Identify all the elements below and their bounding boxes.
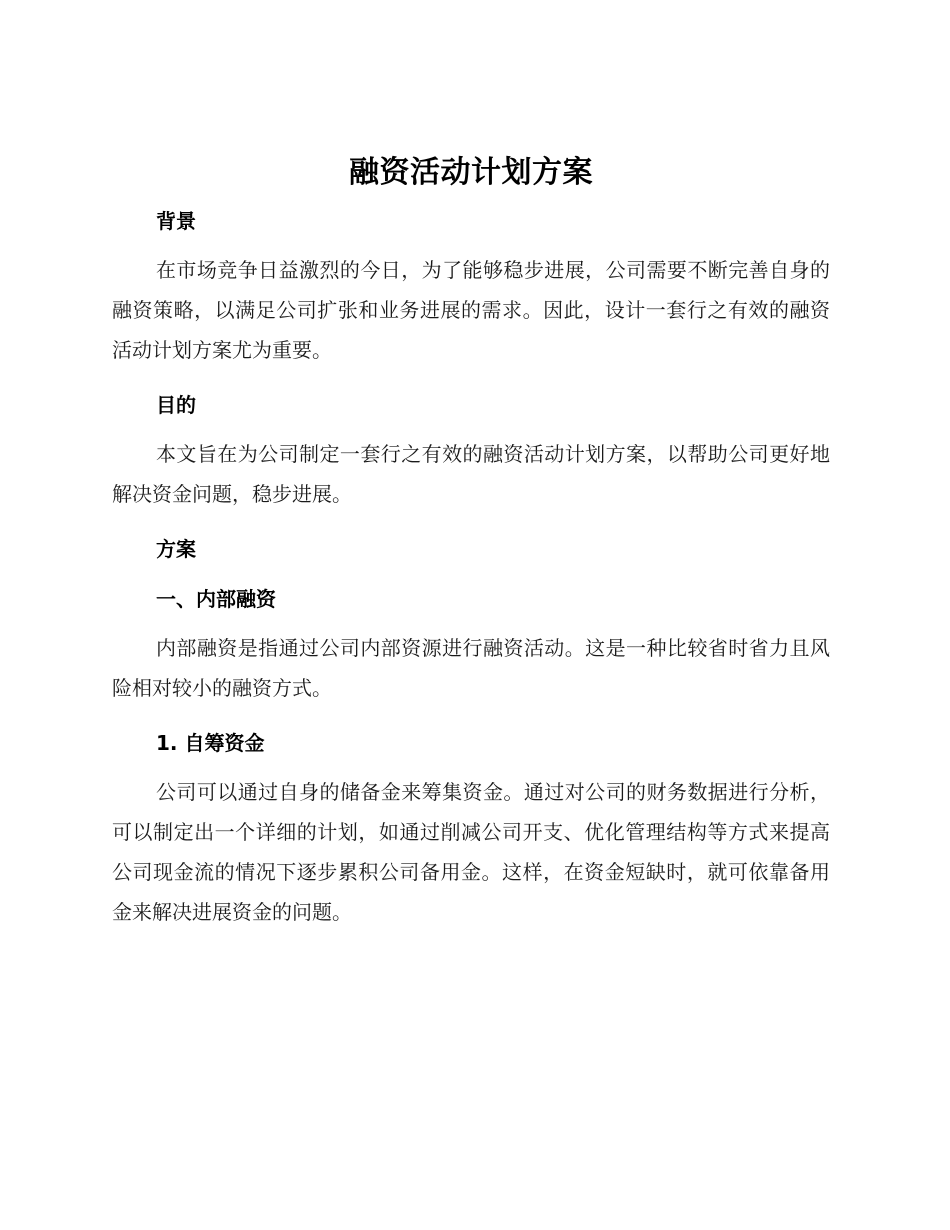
- spacer: [112, 236, 830, 250]
- paragraph-background: 在市场竞争日益激烈的今日，为了能够稳步进展，公司需要不断完善自身的融资策略，以满足公司扩张和业务进展的需求。因此，设计一套行之有效的融资活动计划方案尤为重要。: [112, 258, 830, 362]
- spacer: [112, 708, 830, 728]
- paragraph-internal-financing: 内部融资是指通过公司内部资源进行融资活动。这是一种比较省时省力且风险相对较小的融资方式。: [112, 636, 830, 700]
- section-heading-self-raised-funds: 1. 自筹资金: [156, 731, 265, 755]
- spacer: [112, 198, 830, 206]
- document-title: 融资活动计划方案: [349, 155, 593, 190]
- document-content: [112, 148, 830, 932]
- section-heading-purpose: 目的: [156, 393, 196, 417]
- spacer: [112, 370, 830, 390]
- spacer: [112, 420, 830, 434]
- section-heading-background: 背景: [156, 209, 196, 233]
- section-heading-plan: 方案: [156, 537, 196, 561]
- section-heading-internal-financing: 一、内部融资: [156, 587, 276, 611]
- spacer: [112, 614, 830, 628]
- spacer: [112, 758, 830, 772]
- spacer: [112, 514, 830, 534]
- spacer: [112, 564, 830, 584]
- paragraph-purpose: 本文旨在为公司制定一套行之有效的融资活动计划方案，以帮助公司更好地解决资金问题，稳步进展。: [112, 442, 830, 506]
- paragraph-self-raised-funds: 公司可以通过自身的储备金来筹集资金。通过对公司的财务数据进行分析，可以制定出一个详细的计划，如通过削减公司开支、优化管理结构等方式来提高公司现金流的情况下逐步累积公司备用金。这样，在资金短缺时，就可依靠备用金来解决进展资金的问题。: [112, 780, 830, 924]
